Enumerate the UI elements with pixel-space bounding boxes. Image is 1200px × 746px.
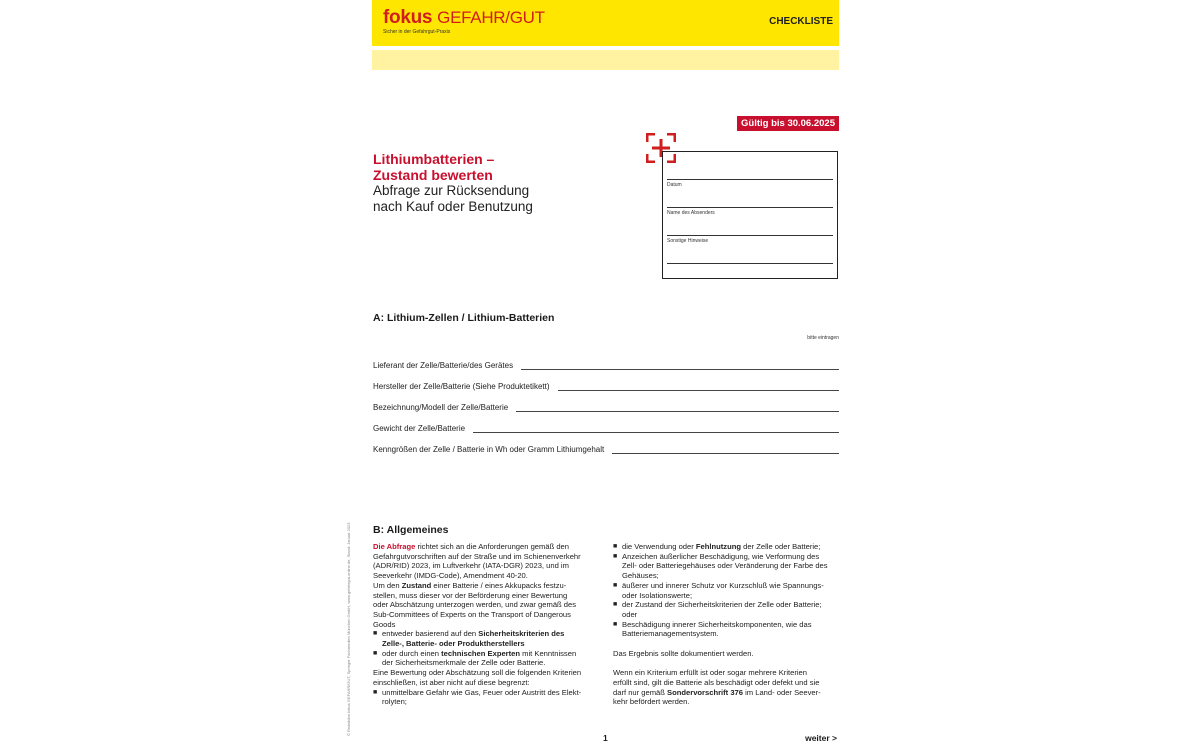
field-supplier[interactable]: Lieferant der Zelle/Batterie/des Gerätes: [373, 358, 839, 370]
header-bar: [372, 0, 839, 46]
list-item: ■ äußerer und innerer Schutz vor Kurzschluß wie Spannungs- oder Isolationswerte;: [613, 580, 824, 600]
bullet-icon: ■: [613, 620, 618, 628]
fill-in-hint: bitte eintragen: [807, 335, 839, 341]
list-item: ■ Anzeichen äußerlicher Beschädigung, wie Verformung des Zell- oder Batteriegehäuses oder Veränderung der Farbe des Gehäuses;: [613, 551, 828, 581]
bullet-icon: ■: [613, 552, 618, 560]
checklist-page: [372, 0, 839, 746]
other-notes-label: Sonstige Hinweise: [667, 238, 709, 244]
bullet-icon: ■: [613, 581, 618, 589]
logo: fokus GEFAHR/GUT: [383, 7, 545, 28]
copyright-note: © Redaktion fokus GEFAHR/GUT, Springer Fachmedien München GmbH, www.gefahrgut-online.de, Stand: Januar 2023: [346, 522, 351, 736]
bullet-icon: ■: [373, 688, 378, 696]
date-label: Datum: [667, 182, 682, 188]
bullet-icon: ■: [373, 649, 378, 657]
list-item: ■ die Verwendung oder Fehlnutzung der Zelle oder Batterie;: [613, 542, 821, 551]
list-item: ■ entweder basierend auf den Sicherheitskriterien des Zelle-, Batterie- oder Produktherstellers: [373, 629, 565, 649]
section-a-heading: A: Lithium-Zellen / Lithium-Batterien: [373, 312, 555, 324]
logo-tagline: Sicher in der Gefahrgut-Praxis: [383, 29, 451, 35]
list-item: ■ oder durch einen technischen Experten mit Kenntnissen der Sicherheitsmerkmale der Zelle oder Batterie.: [373, 648, 577, 668]
sender-address-box[interactable]: [662, 151, 838, 279]
field-specs[interactable]: Kenngrößen der Zelle / Batterie in Wh oder Gramm Lithiumgehalt: [373, 442, 839, 454]
subheader-bar: [372, 50, 839, 70]
page-number: 1: [603, 733, 608, 743]
field-model[interactable]: Bezeichnung/Modell der Zelle/Batterie: [373, 400, 839, 412]
bullet-icon: ■: [613, 543, 618, 550]
section-b-heading: B: Allgemeines: [373, 524, 449, 536]
list-item: ■ unmittelbare Gefahr wie Gas, Feuer oder Austritt des Elekt- rolyten;: [373, 687, 582, 707]
doc-type-label: CHECKLISTE: [769, 16, 833, 27]
section-b-left-column: Die Abfrage richtet sich an die Anforderungen gemäß den Gefahrgutvorschriften auf der Straße und im Schienenverkehr (ADR/RID) 2023, im Luftverkehr (IATA-DGR) 2023, und im Seeverkehr (IMDG-Code), Amendment 40-20. Um den Zustand einer Batterie / eines Akkupacks festzu- stellen, muss dieser vor der Beförderung einer Bewertung oder Abschätzung unterzogen werden, und zwar gemäß des Sub-Committees of Experts on the Transport of Dangerous Goods ■ entweder basierend auf den Sicherheitskriterien des Zelle-, Batterie- oder Produktherstellers ■ oder durch einen technischen Experten mit Kenntnissen der Sicherheitsmerkmale der Zelle oder Batterie. Eine Bewertung oder Abschätzung soll die folgenden Kriterien einschließen, ist aber nicht auf diese begrenzt: ■ unmittelbare Gefahr wie Gas, Feuer oder Austritt des Elekt- rolyten;: [373, 542, 603, 707]
bullet-icon: ■: [373, 630, 378, 638]
section-b-right-column: ■ die Verwendung oder Fehlnutzung der Zelle oder Batterie; ■ Anzeichen äußerlicher Beschädigung, wie Verformung des Zell- oder Batteriegehäuses oder Veränderung der Farbe des Gehäuses; ■ äußerer und innerer Schutz vor Kurzschluß wie Spannungs- oder Isolationswerte; ■ der Zustand der Sicherheitskriterien der Zelle oder Batterie; oder ■ Beschädigung innerer Sicherheitskomponenten, wie das Batteriemanagementsystem. Das Ergebnis sollte dokumentiert werden. Wenn ein Kriterium erfüllt ist oder sogar mehrere Kriterien erfüllt sind, gilt die Batterie als beschädigt oder defekt und sie darf nur gemäß Sondervorschrift 376 im Land- oder Seever- kehr befördert werden.: [613, 542, 839, 707]
sender-name-label: Name des Absenders: [667, 210, 715, 216]
page-title: Lithiumbatterien – Zustand bewerten: [373, 151, 495, 183]
validity-badge: Gültig bis 30.06.2025: [737, 116, 839, 131]
bullet-icon: ■: [613, 601, 618, 609]
next-page-link[interactable]: weiter >: [805, 733, 837, 743]
field-weight[interactable]: Gewicht der Zelle/Batterie: [373, 421, 839, 433]
list-item: ■ der Zustand der Sicherheitskriterien der Zelle oder Batterie; oder: [613, 600, 822, 619]
list-item: ■ Beschädigung innerer Sicherheitskomponenten, wie das Batteriemanagementsystem.: [613, 619, 812, 639]
page-subtitle: Abfrage zur Rücksendung nach Kauf oder Benutzung: [373, 183, 533, 214]
field-manufacturer[interactable]: Hersteller der Zelle/Batterie (Siehe Produktetikett): [373, 379, 839, 391]
